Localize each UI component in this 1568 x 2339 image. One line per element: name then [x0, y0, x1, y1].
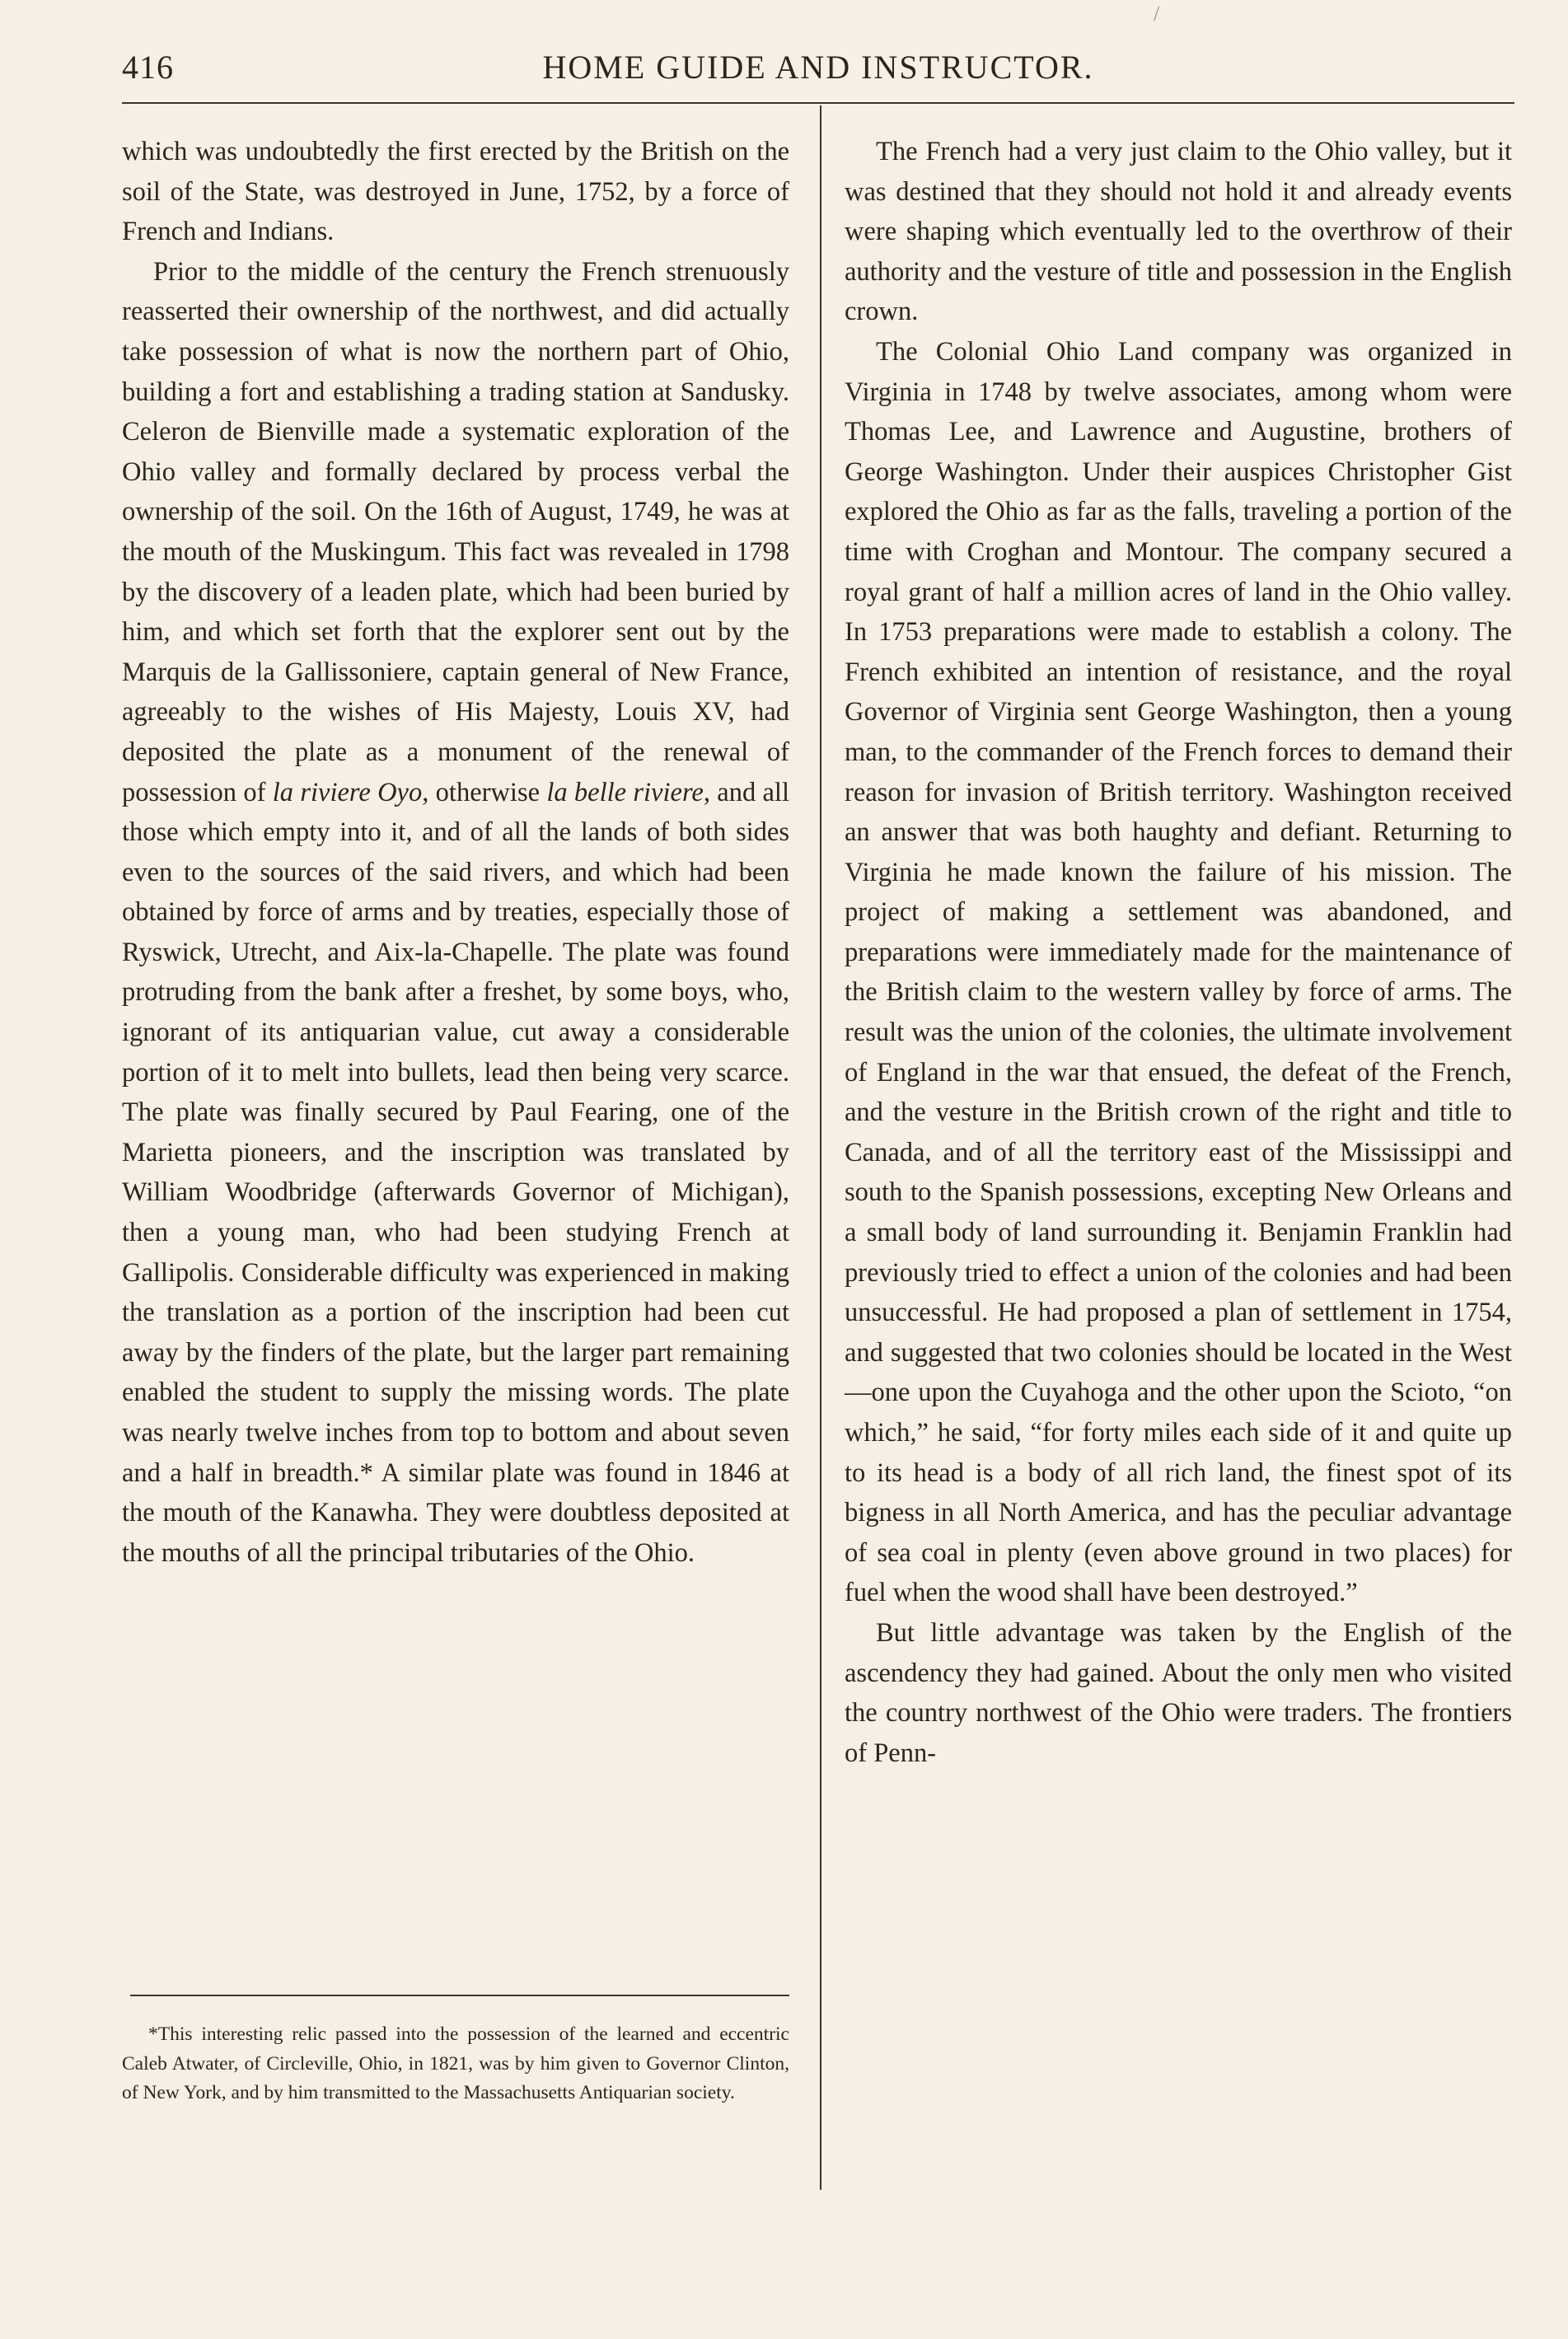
paragraph: which was undoubtedly the first erected by the British on the soil of the State, was destroyed in June, 1752, by a force of French and Indians.: [122, 137, 789, 247]
header-rule: [122, 102, 1514, 104]
column-divider: [820, 105, 821, 2190]
italic-phrase: la riviere Oyo: [272, 777, 423, 807]
paragraph: The French had a very just claim to the Ohio valley, but it was destined that they should not hold it and already events were shaping which eventually led to the overthrow of their authority and the vesture of title and possession in the English crown.: [845, 137, 1512, 327]
stray-pencil-mark: /: [1154, 2, 1160, 26]
paragraph-text: Prior to the middle of the century the French strenuously reasserted their ownership of the northwest, and did actually take possession of what is now the northern part of Ohio, building a fort and establishing a trading station at Sandusky. Celeron de Bienville made a systematic exploration of the Ohio valley and formally declared by process verbal the ownership of the soil. On the 16th of August, 1749, he was at the mouth of the Muskingum. This fact was revealed in 1798 by the discovery of a leaden plate, which had been buried by him, and which set forth that the explorer sent out by the Marquis de la Gallissoniere, captain general of New France, agreeably to the wishes of His Majesty, Louis XV, had deposited the plate as a monument of the renewal of possession of: [122, 256, 789, 807]
page-header: [122, 41, 1514, 92]
paragraph: [122, 252, 789, 1574]
footnote-rule: [130, 1995, 789, 1996]
paragraph-text: , and all those which empty into it, and of all the lands of both sides even to the sources of the said rivers, and which had been obtained by force of arms and by treaties, especially those of Ryswick, Utrecht, and Aix-la-Chapelle. The plate was found protruding from the bank after a freshet, by some boys, who, ignorant of its antiquarian value, cut away a considerable portion of it to melt into bullets, lead then being very scarce. The plate was finally secured by Paul Fearing, one of the Marietta pioneers, and the inscription was translated by William Woodbridge (afterwards Governor of Michigan), then a young man, who had been studying French at Gallipolis. Considerable difficulty was experienced in making the translation as a portion of the inscription had been cut away by the finders of the plate, but the larger part remaining enabled the student to supply the missing words. The plate was nearly twelve inches from top to bottom and about seven and a half in breadth.* A similar plate was found in 1846 at the mouth of the Kanawha. They were doubtless deposited at the mouths of all the principal tributaries of the Ohio.: [122, 777, 789, 1568]
right-column: [845, 132, 1512, 1773]
footnote-text: *This interesting relic passed into the possession of the learned and eccentric Caleb Atwater, of Circleville, Ohio, in 1821, was by him given to Governor Clinton, of New York, and by him transmitted to the Massachusetts Antiquarian society.: [122, 2023, 789, 2104]
italic-phrase: la belle riviere: [546, 777, 704, 807]
running-title: HOME GUIDE AND INSTRUCTOR.: [542, 49, 1094, 86]
paragraph: But little advantage was taken by the English of the ascendency they had gained. About the only men who visited the country northwest of the Ohio were traders. The frontiers of Penn-: [845, 1617, 1512, 1768]
paragraph-text: , otherwise: [422, 777, 541, 807]
page-number: 416: [122, 49, 174, 86]
paragraph: The Colonial Ohio Land company was organized in Virginia in 1748 by twelve associates, among whom were Thomas Lee, and Lawrence and Augustine, brothers of George Washington. Under their auspices Christopher Gist explored the Ohio as far as the falls, traveling a portion of the time with Croghan and Montour. The company secured a royal grant of half a million acres of land in the Ohio valley. In 1753 preparations were made to establish a colony. The French exhibited an intention of resistance, and the royal Governor of Virginia sent George Washington, then a young man, to the commander of the French forces to demand their reason for invasion of British territory. Washington received an answer that was both haughty and defiant. Returning to Virginia he made known the failure of his mission. The project of making a settlement was abandoned, and preparations were immediately made for the maintenance of the British claim to the western valley by force of arms. The result was the union of the colonies, the ultimate involvement of England in the war that ensued, the defeat of the French, and the vesture in the British crown of the right and title to Canada, and of all the territory east of the Mississippi and south to the Spanish possessions, excepting New Orleans and a small body of land surrounding it. Benjamin Franklin had previously tried to effect a union of the colonies and had been unsuccessful. He had proposed a plan of settlement in 1754, and suggested that two colonies should be located in the West—one upon the Cuyahoga and the other upon the Scioto, “on which,” he said, “for forty miles each side of it and quite up to its head is a body of all rich land, the finest spot of its bigness in all North America, and has the peculiar advantage of sea coal in plenty (even above ground in two places) for fuel when the wood shall have been destroyed.”: [845, 336, 1512, 1608]
left-column: [122, 132, 789, 1573]
footnote: [122, 2020, 789, 2108]
